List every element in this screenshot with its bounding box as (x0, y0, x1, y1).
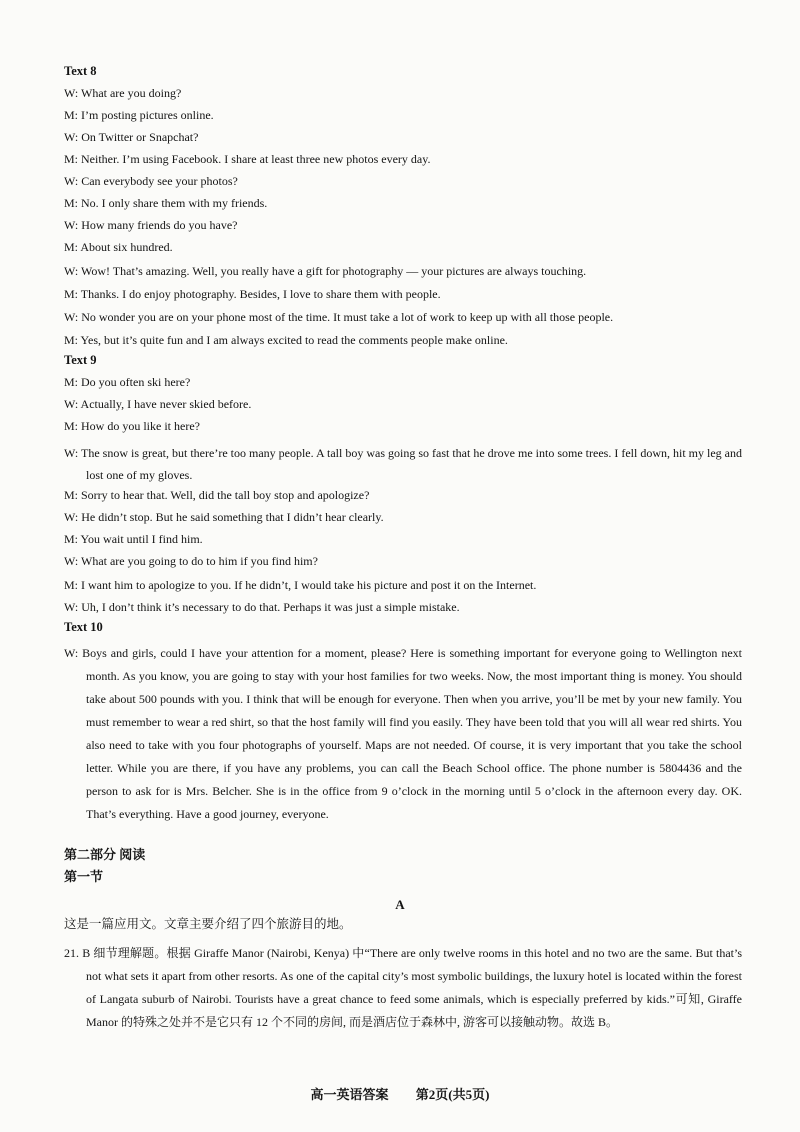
passage-label: A (395, 897, 405, 912)
section-title: 第一节 (64, 869, 104, 884)
dialogue-line: M: About six hundred. (64, 240, 173, 254)
dialogue-line: M: You wait until I find him. (64, 532, 203, 546)
text9-heading: Text 9 (64, 353, 97, 367)
dialogue-line: W: On Twitter or Snapchat? (64, 130, 199, 144)
text8-heading: Text 8 (64, 64, 97, 78)
dialogue-line: W: Can everybody see your photos? (64, 174, 238, 188)
text10-heading: Text 10 (64, 620, 103, 634)
dialogue-line: W: No wonder you are on your phone most of the time. It must take a lot of work to keep up with all those people. (64, 310, 614, 324)
dialogue-line: M: I want him to apologize to you. If he didn’t, I would take his picture and post it on the Internet. (64, 578, 537, 592)
dialogue-line: M: Neither. I’m using Facebook. I share at least three new photos every day. (64, 152, 431, 166)
dialogue-line: M: Yes, but it’s quite fun and I am always excited to read the comments people make online. (64, 333, 508, 347)
monologue-paragraph (64, 642, 742, 826)
answer-explanation (64, 942, 742, 1034)
part-title: 第二部分 阅读 (64, 847, 146, 862)
footer-page-number: 第2页(共5页) (415, 1087, 490, 1102)
dialogue-line: W: Actually, I have never skied before. (64, 397, 252, 411)
dialogue-line: W: Wow! That’s amazing. Well, you really have a gift for photography — your pictures are always touching. (64, 264, 587, 278)
dialogue-line: M: Sorry to hear that. Well, did the tall boy stop and apologize? (64, 488, 370, 502)
dialogue-line: M: Do you often ski here? (64, 375, 191, 389)
monologue-text: W: Boys and girls, could I have your attention for a moment, please? Here is something important for everyone going to Wellington next month. As you know, you are going to stay with your host families for two weeks. Now, the most important thing is money. You should take about 500 pounds with you. I think that will be enough for everyone. Then when you arrive, you’ll be met by your new family. You must remember to wear a red shirt, so that the host family will find you easily. They have been told that you will all wear red shirts. You also need to take with you four photographs of yourself. Maps are not needed. Of course, it is very important that you take the school letter. While you are there, if you have any problems, you can call the Beach School office. The phone number is 5804436 and the person to ask for is Mrs. Belcher. She is in the office from 9 o’clock in the morning until 5 o’clock in the afternoon every day. OK. That’s everything. Have a good journey, everyone. (64, 646, 742, 821)
dialogue-line: W: He didn’t stop. But he said something that I didn’t hear clearly. (64, 510, 384, 524)
dialogue-paragraph (64, 442, 742, 486)
dialogue-line: M: How do you like it here? (64, 419, 200, 433)
footer-subject: 高一英语答案 (310, 1087, 389, 1102)
dialogue-line: M: No. I only share them with my friends. (64, 196, 268, 210)
dialogue-line: W: The snow is great, but there’re too many people. A tall boy was going so fast that he drove me into some trees. I fell down, hit my leg and lost one of my gloves. (64, 446, 742, 482)
page-footer (0, 1084, 800, 1103)
dialogue-line: W: What are you going to do to him if you find him? (64, 554, 318, 568)
passage-intro: 这是一篇应用文。文章主要介绍了四个旅游目的地。 (64, 917, 352, 931)
dialogue-line: W: What are you doing? (64, 86, 182, 100)
dialogue-line: W: Uh, I don’t think it’s necessary to do that. Perhaps it was just a simple mistake. (64, 600, 460, 614)
dialogue-line: W: How many friends do you have? (64, 218, 238, 232)
dialogue-line: M: Thanks. I do enjoy photography. Besides, I love to share them with people. (64, 287, 441, 301)
dialogue-line: M: I’m posting pictures online. (64, 108, 214, 122)
answer-21-text: 21. B 细节理解题。根据 Giraffe Manor (Nairobi, Kenya) 中“There are only twelve rooms in this hotel and no two are the same. But that’s not what sets it apart from other resorts. As one of the capital city’s most symbolic buildings, the luxury hotel is located within the forest of Langata suburb of Nairobi. Tourists have a great chance to feed some animals, which is especially preferred by kids.”可知, Giraffe Manor 的特殊之处并不是它只有 12 个不同的房间, 而是酒店位于森林中, 游客可以接触动物。故选 B。 (64, 946, 742, 1029)
